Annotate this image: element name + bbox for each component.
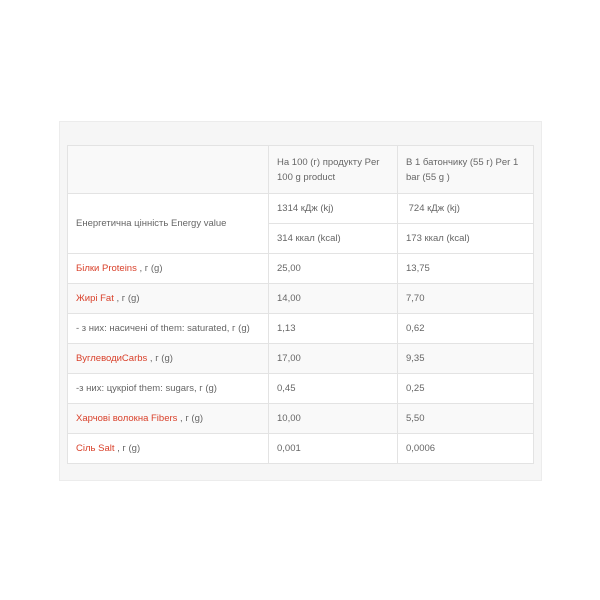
nutrient-name: Сіль Salt (76, 443, 115, 454)
header-per-100g: На 100 (г) продукту Per 100 g product (269, 146, 398, 194)
energy-kj-per100: 1314 кДж (kj) (269, 194, 398, 224)
nutrient-per-bar: 0,62 (398, 314, 534, 344)
nutrient-per-bar: 13,75 (398, 254, 534, 284)
energy-value-label: Енергетична цінність Energy value (68, 194, 269, 254)
nutrient-unit: , г (g) (113, 293, 140, 304)
nutrient-name: - з них: насичені of them: saturated, г (g) (76, 323, 250, 334)
table-row (68, 254, 534, 284)
nutrient-per100: 14,00 (269, 284, 398, 314)
nutrient-label (68, 404, 269, 434)
nutrient-label (68, 434, 269, 464)
nutrient-name: Харчові волокна Fibers (76, 413, 178, 424)
nutrient-per-bar: 9,35 (398, 344, 534, 374)
nutrient-label (68, 254, 269, 284)
energy-kcal-per100: 314 ккал (kcal) (269, 224, 398, 254)
nutrient-per-bar: 7,70 (398, 284, 534, 314)
table-row (68, 284, 534, 314)
header-per-bar: В 1 батончику (55 г) Per 1 bar (55 g ) (398, 146, 534, 194)
nutrient-name: -з них: цукріof them: sugars, г (g) (76, 383, 217, 394)
nutrient-unit: , г (g) (136, 263, 163, 274)
table-row-energy-kj (68, 194, 534, 224)
nutrient-label (68, 314, 269, 344)
nutrient-per100: 17,00 (269, 344, 398, 374)
header-empty-cell (68, 146, 269, 194)
table-header-row (68, 146, 534, 194)
nutrient-name: Жирі Fat (76, 293, 114, 304)
nutrient-per100: 10,00 (269, 404, 398, 434)
nutrient-per-bar: 0,25 (398, 374, 534, 404)
nutrient-label (68, 374, 269, 404)
nutrient-label (68, 344, 269, 374)
nutrient-per-bar: 5,50 (398, 404, 534, 434)
nutrition-table (67, 145, 534, 464)
table-row (68, 404, 534, 434)
table-row (68, 314, 534, 344)
table-row (68, 344, 534, 374)
nutrient-per-bar: 0,0006 (398, 434, 534, 464)
nutrient-name: ВуглеводиCarbs (76, 353, 148, 364)
nutrient-per100: 25,00 (269, 254, 398, 284)
nutrient-unit: , г (g) (147, 353, 173, 364)
nutrient-unit: , г (g) (177, 413, 204, 424)
nutrient-unit: , г (g) (114, 443, 141, 454)
table-row (68, 434, 534, 464)
nutrient-label (68, 284, 269, 314)
nutrient-per100: 0,001 (269, 434, 398, 464)
nutrient-name: Білки Proteins (76, 263, 137, 274)
nutrient-per100: 1,13 (269, 314, 398, 344)
energy-kj-per-bar: 724 кДж (kj) (398, 194, 534, 224)
table-row (68, 374, 534, 404)
nutrient-per100: 0,45 (269, 374, 398, 404)
energy-kcal-per-bar: 173 ккал (kcal) (398, 224, 534, 254)
